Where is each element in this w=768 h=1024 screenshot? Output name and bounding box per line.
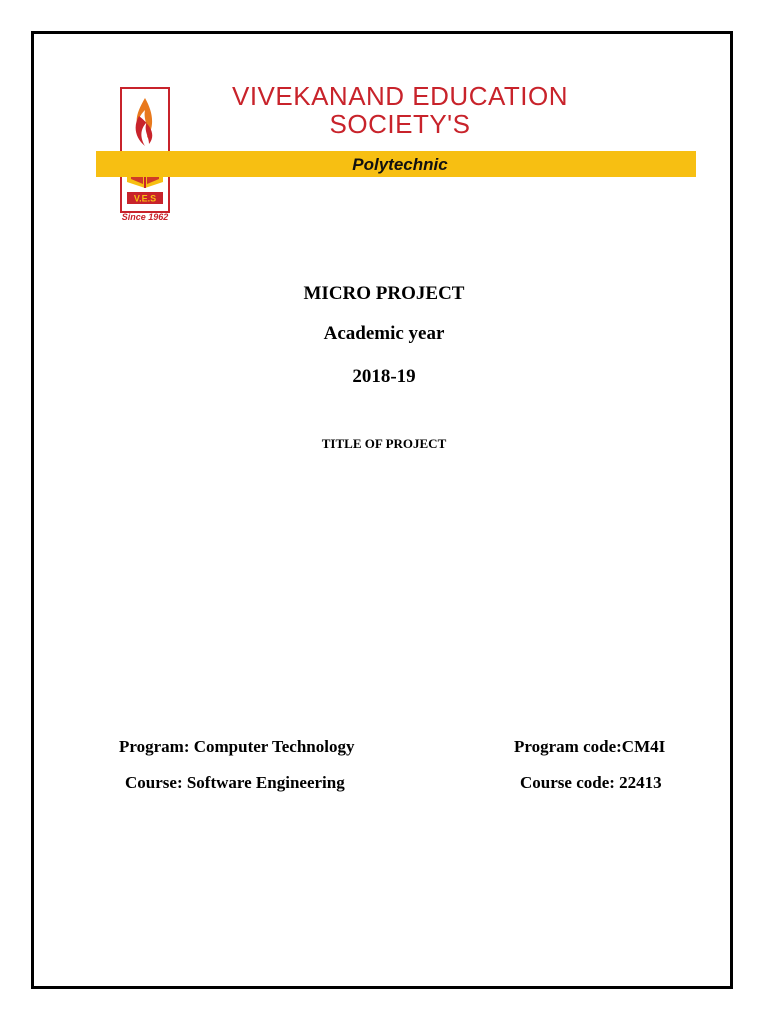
organization-type: Polytechnic [352, 155, 448, 174]
program-code: Program code:CM4I [514, 737, 666, 756]
academic-year-value: 2018-19 [352, 366, 416, 387]
project-title: TITLE OF PROJECT [321, 436, 447, 451]
ves-logo-emblem [119, 86, 171, 214]
course-name: Course: Software Engineering [125, 773, 345, 792]
program-name: Program: Computer Technology [119, 737, 355, 756]
organization-name-line1: VIVEKANAND EDUCATION [231, 81, 568, 111]
emblem-text: V.E.S [133, 193, 157, 204]
since-label: Since 1962 [121, 212, 169, 222]
course-code: Course code: 22413 [520, 773, 662, 792]
flame-book-icon [119, 86, 171, 214]
academic-year-label: Academic year [323, 323, 445, 344]
organization-name [195, 82, 605, 138]
organization-name-line2: SOCIETY'S [329, 109, 471, 139]
micro-project-heading: MICRO PROJECT [303, 283, 465, 304]
